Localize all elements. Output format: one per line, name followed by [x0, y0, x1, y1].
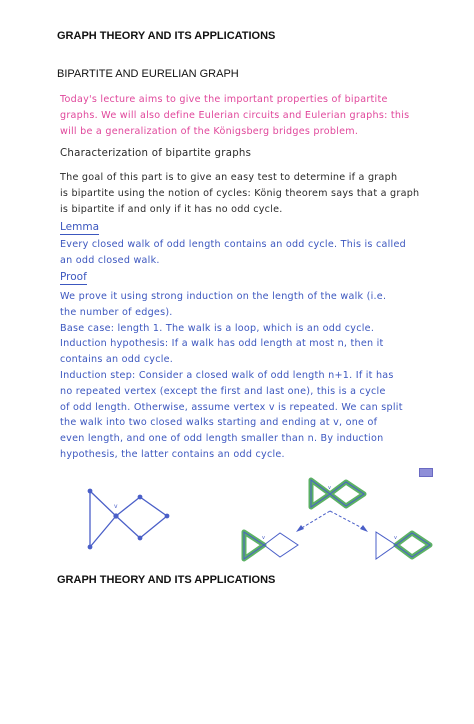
arrow-left	[300, 511, 330, 529]
intro-line: graphs. We will also define Eulerian circuits and Eulerian graphs: this	[60, 109, 410, 121]
closed-walk-figure	[80, 485, 180, 560]
lemma-paragraph	[60, 237, 460, 269]
intro-line: will be a generalization of the Königsberg bridges problem.	[60, 125, 359, 137]
document-subtitle: BIPARTITE AND EURELIAN GRAPH	[57, 68, 239, 80]
proof-line: the walk into two closed walks starting and ending at v, one of	[60, 417, 378, 429]
section-title	[60, 146, 460, 162]
vertex	[88, 545, 93, 550]
edge	[90, 516, 116, 547]
proof-line: the number of edges).	[60, 306, 173, 318]
proof-line: Induction hypothesis: If a walk has odd length at most n, then it	[60, 338, 384, 350]
vertex-label: v	[262, 535, 265, 541]
goal-line: is bipartite if and only if it has no odd cycle.	[60, 203, 283, 215]
proof-paragraph	[60, 289, 460, 463]
highlight-even-cycle-split	[396, 533, 430, 557]
proof-line: Induction step: Consider a closed walk of odd length n+1. If it has	[60, 369, 394, 381]
goal-line: is bipartite using the notion of cycles: König theorem says that a graph	[60, 187, 420, 199]
intro-paragraph	[60, 92, 460, 139]
vertex-v	[113, 513, 118, 518]
proof-line: contains an odd cycle.	[60, 354, 174, 366]
lemma-heading: Lemma	[60, 221, 100, 233]
edge	[90, 491, 116, 516]
document-title: GRAPH THEORY AND ITS APPLICATIONS	[57, 30, 276, 42]
scroll-marker	[419, 468, 433, 477]
edge	[140, 516, 167, 538]
proof-line: even length, and one of odd length smaller than n. By induction	[60, 433, 384, 445]
edge	[140, 497, 167, 516]
goal-paragraph	[60, 170, 460, 217]
section-title-text: Characterization of bipartite graphs	[60, 148, 252, 159]
goal-line: The goal of this part is to give an easy test to determine if a graph	[60, 172, 398, 183]
intro-line: Today's lecture aims to give the important properties of bipartite	[60, 94, 388, 105]
vertex	[88, 489, 93, 494]
proof-heading: Proof	[60, 271, 87, 283]
lemma-line: an odd closed walk.	[60, 254, 160, 266]
proof-line: Base case: length 1. The walk is a loop, which is an odd cycle.	[60, 322, 375, 334]
edge	[116, 497, 140, 516]
vertex-label: v	[328, 485, 331, 491]
highlight-even-cycle	[330, 482, 364, 506]
edge	[116, 516, 140, 538]
vertex-label: v	[114, 503, 118, 510]
vertex	[138, 495, 143, 500]
proof-line: no repeated vertex (except the first and last one), this is a cycle	[60, 385, 386, 397]
proof-line: hypothesis, the latter contains an odd cycle.	[60, 448, 285, 460]
vertex	[165, 514, 170, 519]
footer-title: GRAPH THEORY AND ITS APPLICATIONS	[57, 574, 276, 586]
highlight-odd-cycle-split	[244, 532, 264, 559]
arrow-right	[330, 511, 364, 529]
split-walk-figure	[238, 477, 438, 569]
proof-line: of odd length. Otherwise, assume vertex v is repeated. We can split	[60, 401, 403, 413]
proof-line: We prove it using strong induction on the length of the walk (i.e.	[60, 291, 387, 302]
vertex	[138, 536, 143, 541]
lemma-line: Every closed walk of odd length contains an odd cycle. This is called	[60, 239, 406, 250]
vertex-label: v	[394, 535, 397, 541]
